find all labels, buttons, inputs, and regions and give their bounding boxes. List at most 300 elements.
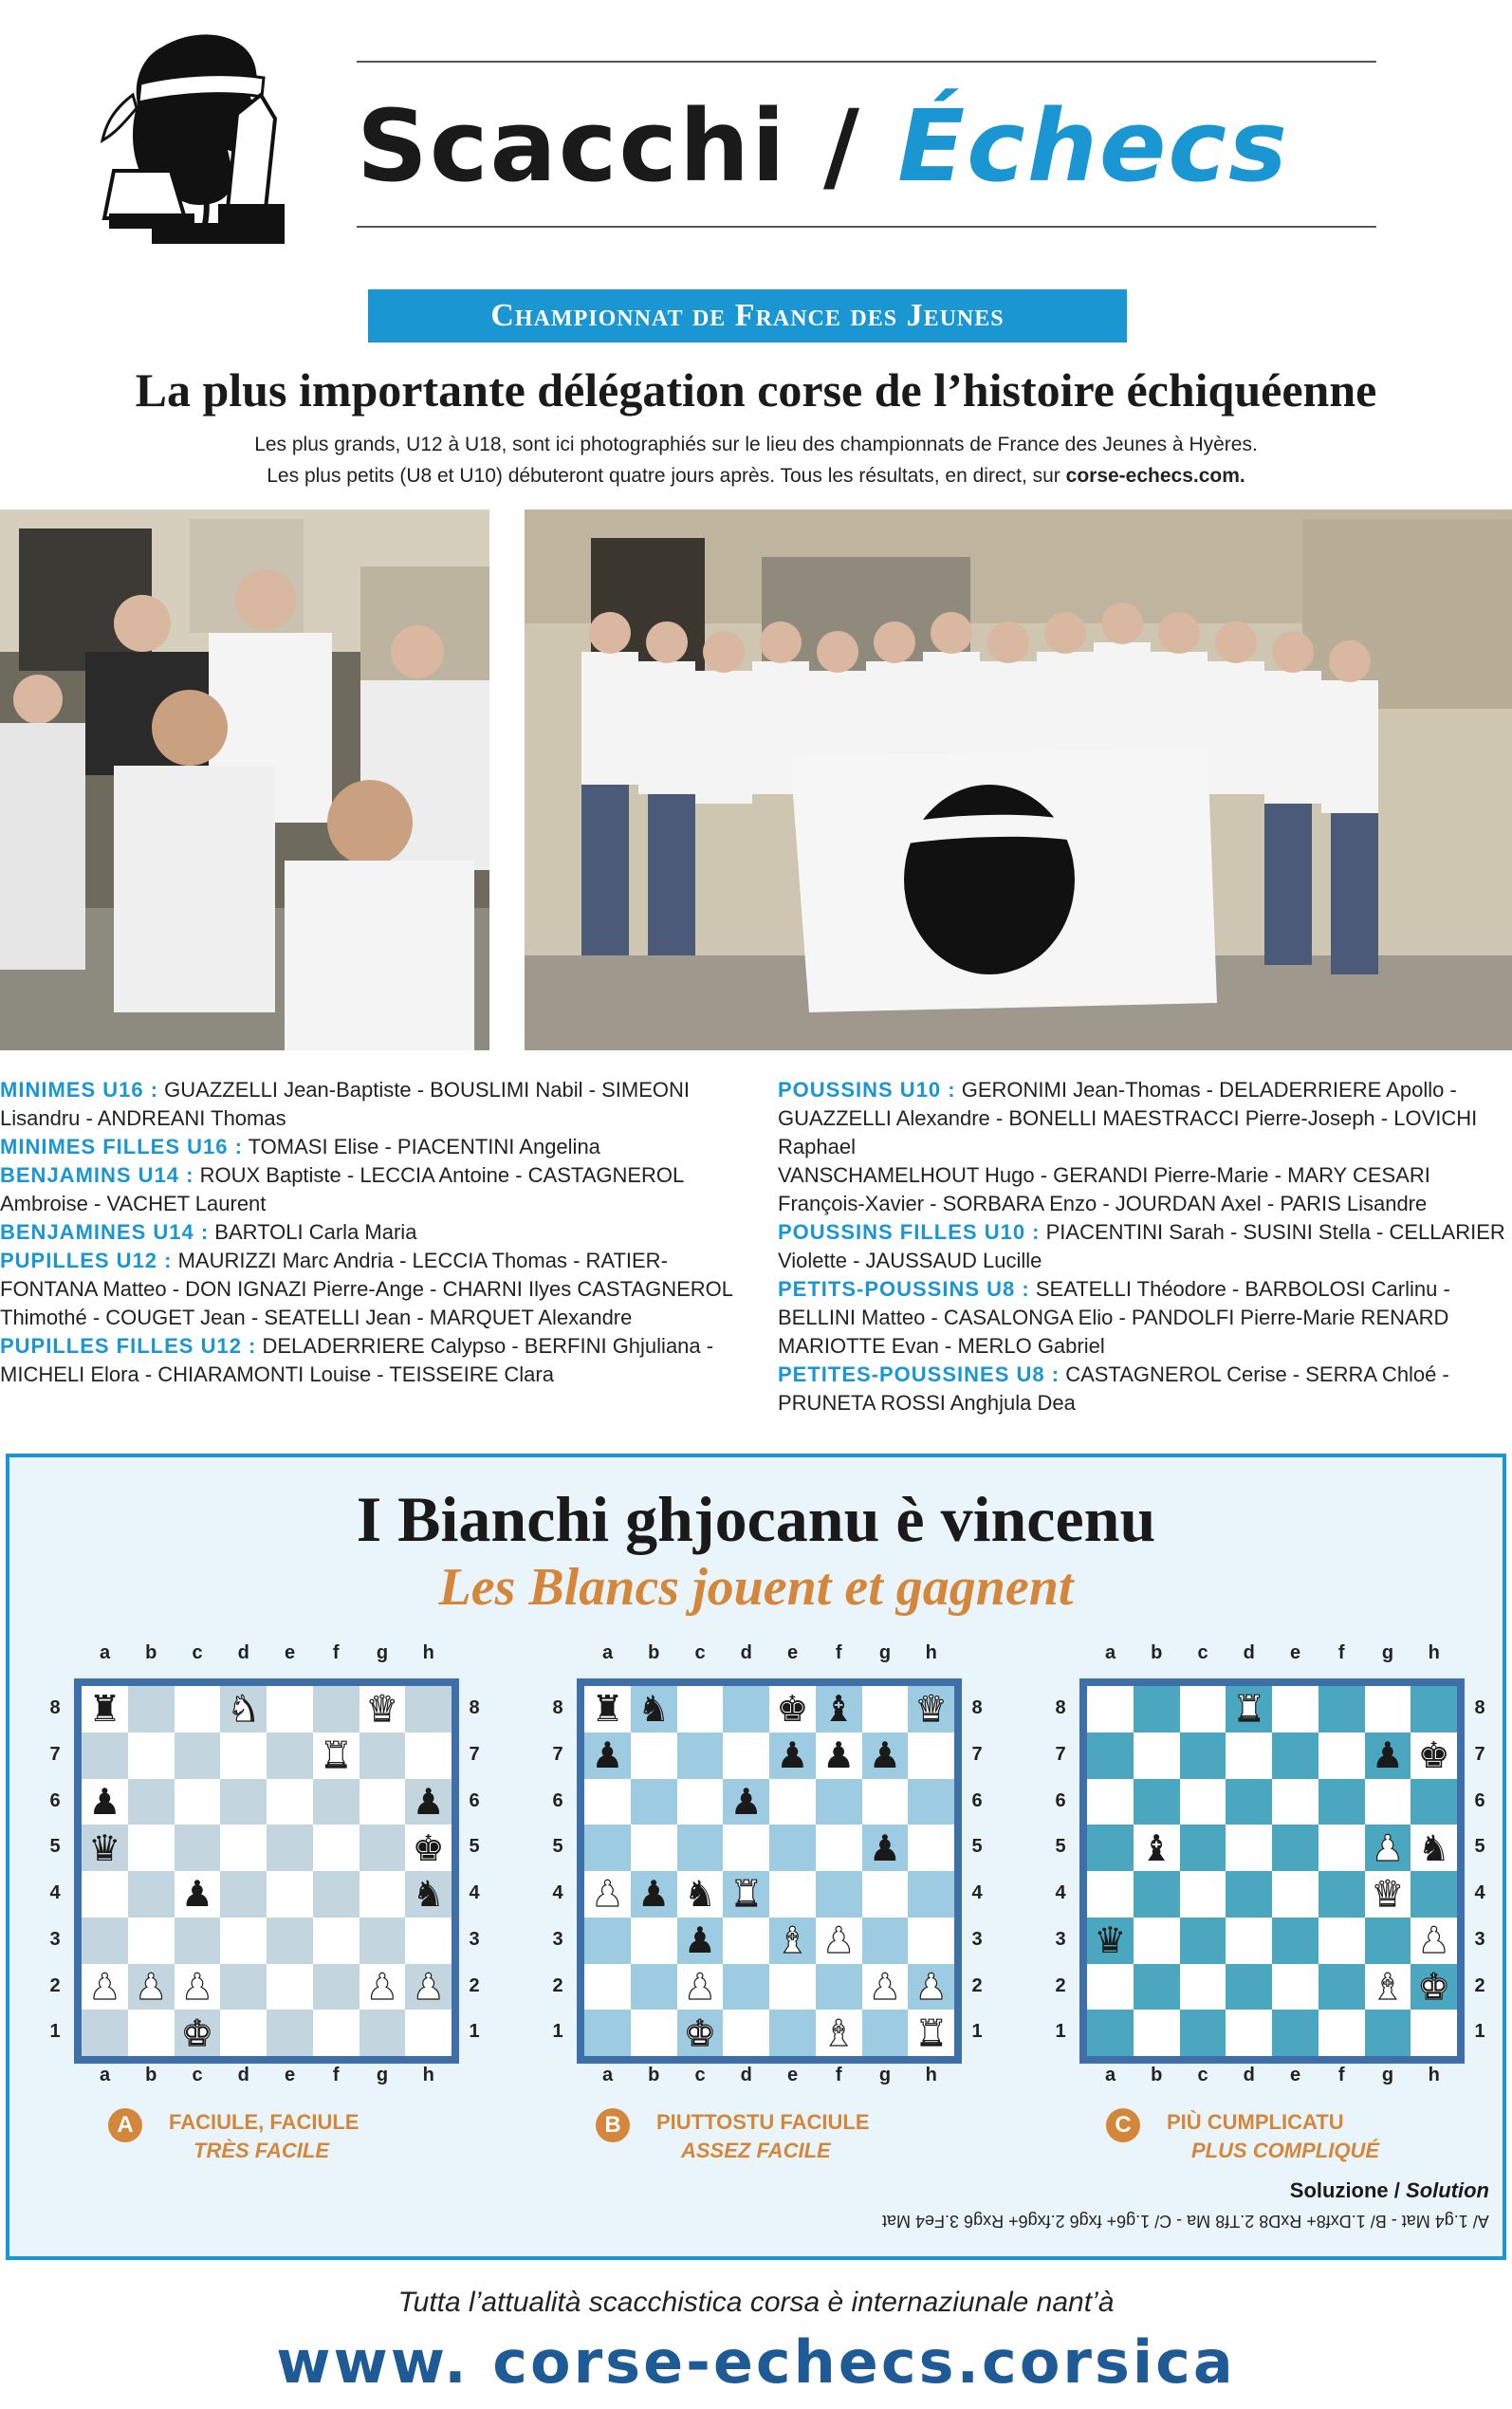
- black-knight-icon: ♞: [637, 1688, 671, 1731]
- square-d3: [220, 1918, 267, 1964]
- rank-labels-left: [1051, 1685, 1070, 2055]
- square-c4: [175, 1871, 221, 1918]
- white-pawn-icon: ♟: [135, 1965, 168, 2008]
- white-pawn-icon: ♟: [914, 1965, 948, 2008]
- rank-label: 4: [49, 1882, 61, 1903]
- file-label: b: [1151, 1642, 1163, 1663]
- square-d8: [723, 1686, 769, 1733]
- square-b6: [631, 1779, 677, 1825]
- file-label: e: [786, 1642, 799, 1663]
- roster-names: ROUX Baptiste - LECCIA Antoine - CASTAGNEROL Ambroise - VACHET Laurent: [0, 1163, 684, 1215]
- square-b3: [631, 1918, 677, 1964]
- square-h4: [908, 1871, 954, 1918]
- square-h1: [405, 2010, 452, 2056]
- square-b4: [1134, 1871, 1180, 1918]
- square-e5: [1272, 1825, 1318, 1871]
- file-label: d: [1243, 1642, 1255, 1663]
- title-separator: /: [822, 88, 861, 204]
- square-h3: [908, 1918, 954, 1964]
- square-g8: [862, 1686, 909, 1733]
- square-e8: [769, 1686, 816, 1733]
- square-b8: [1134, 1686, 1180, 1733]
- file-label: b: [648, 1642, 660, 1663]
- square-g2: [360, 1964, 406, 2011]
- square-d7: [1226, 1733, 1272, 1779]
- rank-label: 3: [1055, 1928, 1066, 1950]
- square-e8: [1272, 1686, 1318, 1733]
- square-d6: [220, 1779, 267, 1825]
- rank-label: 2: [469, 1974, 480, 1996]
- square-f2: [816, 1964, 862, 2011]
- black-knight-icon: ♞: [1417, 1826, 1450, 1869]
- chess-diagram-b: [527, 1642, 983, 2098]
- file-label: h: [422, 1642, 434, 1663]
- rank-label: 4: [1474, 1882, 1485, 1903]
- difficulty-corsican: PIUTTOSTU FACIULE: [656, 2110, 870, 2134]
- square-h8: [405, 1686, 452, 1733]
- roster-names: PIACENTINI Sarah - SUSINI Stella - CELLARIER Violette - JAUSSAUD Lucille: [778, 1220, 1505, 1272]
- square-h4: [1411, 1871, 1457, 1918]
- square-f1: [1318, 2010, 1365, 2056]
- square-b6: [128, 1779, 175, 1825]
- file-label: c: [694, 2065, 706, 2085]
- file-label: g: [376, 2065, 389, 2085]
- black-pawn-icon: ♟: [729, 1780, 763, 1823]
- square-c7: [677, 1733, 724, 1779]
- square-e3: [769, 1918, 816, 1964]
- roster-entry: [778, 1361, 1512, 1418]
- rank-label: 4: [1055, 1882, 1066, 1903]
- square-c5: [175, 1825, 221, 1871]
- rank-label: 5: [49, 1836, 61, 1858]
- rank-label: 6: [49, 1789, 61, 1811]
- square-f4: [313, 1871, 360, 1918]
- white-king-icon: ♚: [683, 2011, 716, 2054]
- square-b8: [631, 1686, 677, 1733]
- square-h7: [405, 1733, 452, 1779]
- rank-label: 3: [49, 1928, 61, 1950]
- file-label: d: [237, 2065, 249, 2085]
- square-b1: [1134, 2010, 1180, 2056]
- square-a1: [82, 2010, 128, 2056]
- square-e6: [769, 1779, 816, 1825]
- roster-column-right: [778, 1076, 1512, 1418]
- square-a5: [82, 1825, 128, 1871]
- square-c7: [1180, 1733, 1226, 1779]
- square-h7: [908, 1733, 954, 1779]
- square-g6: [862, 1779, 909, 1825]
- square-h1: [1411, 2010, 1457, 2056]
- square-e1: [769, 2010, 816, 2056]
- puzzle-title-corsican: I Bianchi ghjocanu è vincenu: [356, 1483, 1156, 1555]
- square-a3: [82, 1918, 128, 1964]
- square-c6: [175, 1779, 221, 1825]
- black-pawn-icon: ♟: [822, 1734, 856, 1777]
- roster-category: PETITES-POUSSINES U8 :: [778, 1362, 1060, 1386]
- roster-entry: [0, 1133, 749, 1161]
- difficulty-french: TRÈS FACILE: [194, 2139, 330, 2162]
- roster-entry: [778, 1161, 1512, 1218]
- square-f8: [1318, 1686, 1365, 1733]
- square-d6: [1226, 1779, 1272, 1825]
- file-label: c: [192, 1642, 203, 1663]
- difficulty-corsican: PIÙ CUMPLICATU: [1167, 2110, 1344, 2134]
- file-label: h: [925, 1642, 937, 1663]
- square-f8: [313, 1686, 360, 1733]
- square-h5: [908, 1825, 954, 1871]
- rank-label: 8: [469, 1697, 480, 1718]
- roster-names: DELADERRIERE Calypso - BERFINI Ghjuliana - MICHELI Elora - CHIARAMONTI Louise - TEISSEIRE Clara: [0, 1334, 714, 1386]
- square-c1: [175, 2010, 221, 2056]
- square-c3: [677, 1918, 724, 1964]
- masthead-top-rule: [357, 61, 1376, 63]
- roster-category: MINIMES U16 :: [0, 1078, 159, 1102]
- square-c8: [1180, 1686, 1226, 1733]
- square-f5: [816, 1825, 862, 1871]
- white-bishop-icon: ♝: [776, 1919, 809, 1962]
- rank-label: 1: [552, 2021, 563, 2043]
- rank-label: 5: [971, 1836, 983, 1858]
- roster-names: GUAZZELLI Jean-Baptiste - BOUSLIMI Nabil - SIMEONI Lisandru - ANDREANI Thomas: [0, 1078, 690, 1130]
- solution-label: Soluzione / Solution: [1289, 2178, 1489, 2202]
- file-label: h: [925, 2065, 937, 2085]
- square-d1: [723, 2010, 769, 2056]
- black-bishop-icon: ♝: [822, 1688, 856, 1731]
- roster-category: PUPILLES FILLES U12 :: [0, 1334, 257, 1358]
- rank-label: 8: [552, 1697, 563, 1718]
- rank-label: 5: [1474, 1836, 1485, 1858]
- square-a3: [1087, 1918, 1134, 1964]
- file-label: f: [835, 2065, 842, 2085]
- roster-entry: [0, 1247, 749, 1332]
- rank-label: 6: [552, 1789, 563, 1811]
- square-b3: [1134, 1918, 1180, 1964]
- square-h8: [908, 1686, 954, 1733]
- team-photo-right: [525, 510, 1512, 1050]
- square-f6: [816, 1779, 862, 1825]
- square-b8: [128, 1686, 175, 1733]
- square-a2: [82, 1964, 128, 2011]
- file-label: e: [284, 1642, 296, 1663]
- rank-label: 2: [1474, 1974, 1485, 1996]
- square-a4: [1087, 1871, 1134, 1918]
- photo-team-with-flag-icon: [525, 510, 1512, 1050]
- square-a8: [584, 1686, 631, 1733]
- square-g7: [360, 1733, 406, 1779]
- square-c2: [1180, 1964, 1226, 2011]
- file-label: g: [376, 1642, 389, 1663]
- square-d2: [220, 1964, 267, 2011]
- black-pawn-icon: ♟: [88, 1780, 121, 1823]
- square-f7: [313, 1733, 360, 1779]
- file-labels-bottom: [82, 2065, 452, 2087]
- white-pawn-icon: ♟: [591, 1873, 624, 1916]
- square-f8: [816, 1686, 862, 1733]
- white-rook-icon: ♜: [1232, 1688, 1265, 1731]
- square-a1: [1087, 2010, 1134, 2056]
- roster-entry: [0, 1218, 749, 1247]
- black-pawn-icon: ♟: [868, 1734, 901, 1777]
- file-label: h: [422, 2065, 434, 2085]
- chessboard-grid: [584, 1686, 954, 2056]
- rank-labels-right: [1470, 1685, 1489, 2055]
- square-h5: [1411, 1825, 1457, 1871]
- roster-column-left: [0, 1076, 749, 1389]
- roster-entry: [778, 1218, 1512, 1275]
- file-label: d: [740, 1642, 752, 1663]
- white-pawn-icon: ♟: [180, 1965, 213, 2008]
- rank-label: 7: [1055, 1743, 1066, 1765]
- square-g5: [360, 1825, 406, 1871]
- square-c8: [677, 1686, 724, 1733]
- rank-label: 7: [1474, 1743, 1485, 1765]
- black-pawn-icon: ♟: [868, 1826, 901, 1869]
- square-a4: [82, 1871, 128, 1918]
- rank-label: 1: [1474, 2021, 1485, 2043]
- photo-players-icon: [0, 510, 489, 1050]
- roster-category: POUSSINS U10 :: [778, 1078, 956, 1102]
- square-f1: [313, 2010, 360, 2056]
- white-king-icon: ♚: [1417, 1965, 1450, 2008]
- file-label: a: [99, 1642, 111, 1663]
- square-g6: [360, 1779, 406, 1825]
- black-pawn-icon: ♟: [683, 1919, 716, 1962]
- white-pawn-icon: ♟: [683, 1965, 716, 2008]
- square-h8: [1411, 1686, 1457, 1733]
- difficulty-badge: B: [596, 2108, 630, 2142]
- square-d2: [1226, 1964, 1272, 2011]
- solution-label-french: Solution: [1406, 2178, 1489, 2202]
- square-c6: [677, 1779, 724, 1825]
- square-f4: [1318, 1871, 1365, 1918]
- chess-puzzle-panel: [6, 1454, 1506, 2260]
- square-g8: [360, 1686, 406, 1733]
- title-french: Échecs: [897, 88, 1289, 204]
- roster-names: TOMASI Elise - PIACENTINI Angelina: [248, 1135, 600, 1158]
- square-b5: [128, 1825, 175, 1871]
- square-e4: [769, 1871, 816, 1918]
- roster-names: VANSCHAMELHOUT Hugo - GERANDI Pierre-Marie - MARY CESARI François-Xavier - SORBARA Enzo - JOURDAN Axel - PARIS Lisandre: [778, 1163, 1430, 1215]
- square-e2: [267, 1964, 313, 2011]
- black-pawn-icon: ♟: [776, 1734, 809, 1777]
- square-b1: [631, 2010, 677, 2056]
- black-pawn-icon: ♟: [1371, 1734, 1404, 1777]
- square-d5: [1226, 1825, 1272, 1871]
- chess-diagram-a: [25, 1642, 480, 2098]
- square-g3: [862, 1918, 909, 1964]
- white-pawn-icon: ♟: [1417, 1919, 1450, 1962]
- roster-category: PUPILLES U12 :: [0, 1249, 173, 1272]
- team-photo-left: [0, 510, 489, 1050]
- file-label: c: [192, 2065, 203, 2085]
- black-pawn-icon: ♟: [591, 1734, 624, 1777]
- square-f7: [816, 1733, 862, 1779]
- file-label: e: [1289, 2065, 1301, 2085]
- masthead-bottom-rule: [357, 226, 1376, 228]
- rank-label: 7: [469, 1743, 480, 1765]
- black-pawn-icon: ♟: [180, 1873, 213, 1916]
- file-label: f: [332, 1642, 340, 1663]
- square-a7: [1087, 1733, 1134, 1779]
- square-b5: [1134, 1825, 1180, 1871]
- roster-entry: [778, 1076, 1512, 1161]
- square-a5: [584, 1825, 631, 1871]
- file-label: a: [1104, 1642, 1116, 1663]
- rank-labels-left: [548, 1685, 567, 2055]
- roster-entry: [0, 1161, 749, 1218]
- file-labels-top: [82, 1642, 452, 1665]
- square-e6: [267, 1779, 313, 1825]
- square-c8: [175, 1686, 221, 1733]
- file-label: g: [878, 2065, 892, 2085]
- square-g1: [1365, 2010, 1411, 2056]
- footer-tagline: Tutta l’attualità scacchistica corsa è internaziunale nant’à: [397, 2287, 1115, 2318]
- square-h1: [908, 2010, 954, 2056]
- file-label: h: [1428, 2065, 1440, 2085]
- square-e2: [769, 1964, 816, 2011]
- chessboard: [1079, 1678, 1465, 2064]
- rank-label: 6: [1055, 1789, 1066, 1811]
- roster-category: BENJAMINS U14 :: [0, 1163, 194, 1187]
- title-corsican: Scacchi: [357, 88, 787, 204]
- square-h6: [908, 1779, 954, 1825]
- square-g4: [360, 1871, 406, 1918]
- square-b7: [631, 1733, 677, 1779]
- rank-label: 1: [49, 2021, 61, 2043]
- square-b2: [1134, 1964, 1180, 2011]
- square-a2: [584, 1964, 631, 2011]
- white-bishop-icon: ♝: [1371, 1965, 1404, 2008]
- square-e5: [267, 1825, 313, 1871]
- difficulty-french: PLUS COMPLIQUÉ: [1191, 2139, 1380, 2162]
- square-c3: [1180, 1918, 1226, 1964]
- masthead: [0, 0, 1512, 275]
- white-knight-icon: ♞: [227, 1688, 260, 1731]
- square-c1: [1180, 2010, 1226, 2056]
- square-g7: [862, 1733, 909, 1779]
- square-d1: [220, 2010, 267, 2056]
- rank-label: 6: [971, 1789, 983, 1811]
- square-g1: [862, 2010, 909, 2056]
- rank-label: 5: [1055, 1836, 1066, 1858]
- file-label: f: [835, 1642, 842, 1663]
- section-kicker: Championnat de France des Jeunes: [368, 289, 1127, 343]
- rank-label: 2: [971, 1974, 983, 1996]
- square-f3: [816, 1918, 862, 1964]
- square-c4: [677, 1871, 724, 1918]
- square-e7: [267, 1733, 313, 1779]
- difficulty-corsican: FACIULE, FACIULE: [169, 2110, 360, 2134]
- black-king-icon: ♚: [1417, 1734, 1450, 1777]
- file-labels-bottom: [1087, 2065, 1457, 2087]
- file-label: a: [601, 2065, 614, 2085]
- square-e3: [1272, 1918, 1318, 1964]
- file-label: h: [1428, 1642, 1440, 1663]
- square-h2: [405, 1964, 452, 2011]
- square-b7: [128, 1733, 175, 1779]
- square-b2: [631, 1964, 677, 2011]
- black-queen-icon: ♛: [88, 1826, 121, 1869]
- square-b7: [1134, 1733, 1180, 1779]
- file-label: a: [99, 2065, 111, 2085]
- square-e6: [1272, 1779, 1318, 1825]
- square-g5: [1365, 1825, 1411, 1871]
- white-queen-icon: ♛: [1371, 1873, 1404, 1916]
- file-label: d: [740, 2065, 752, 2085]
- square-a1: [584, 2010, 631, 2056]
- chess-diagram-c: [1030, 1642, 1485, 2098]
- square-c7: [175, 1733, 221, 1779]
- rank-label: 1: [971, 2021, 983, 2043]
- rank-label: 8: [1055, 1697, 1066, 1718]
- square-a4: [584, 1871, 631, 1918]
- file-label: d: [1243, 2065, 1255, 2085]
- file-label: a: [601, 1642, 614, 1663]
- square-a6: [82, 1779, 128, 1825]
- square-g3: [360, 1918, 406, 1964]
- square-d2: [723, 1964, 769, 2011]
- white-pawn-icon: ♟: [822, 1919, 856, 1962]
- square-a8: [1087, 1686, 1134, 1733]
- square-e7: [769, 1733, 816, 1779]
- white-pawn-icon: ♟: [1371, 1826, 1404, 1869]
- rank-label: 2: [49, 1974, 61, 1996]
- white-queen-icon: ♛: [914, 1688, 948, 1731]
- masthead-title: [357, 85, 1289, 207]
- roster-category: MINIMES FILLES U16 :: [0, 1135, 243, 1158]
- rank-labels-left: [46, 1685, 65, 2055]
- rank-label: 4: [469, 1882, 480, 1903]
- square-b1: [128, 2010, 175, 2056]
- black-king-icon: ♚: [412, 1826, 445, 1869]
- square-a2: [1087, 1964, 1134, 2011]
- chessboard: [74, 1678, 459, 2064]
- square-a7: [82, 1733, 128, 1779]
- white-pawn-icon: ♟: [868, 1965, 901, 2008]
- square-f4: [816, 1871, 862, 1918]
- rank-label: 2: [1055, 1974, 1066, 1996]
- square-g4: [1365, 1871, 1411, 1918]
- square-g5: [862, 1825, 909, 1871]
- square-e5: [769, 1825, 816, 1871]
- black-rook-icon: ♜: [88, 1688, 121, 1731]
- rank-labels-right: [968, 1685, 986, 2055]
- file-label: a: [1104, 2065, 1116, 2085]
- footer-website-link[interactable]: www. corse-echecs.corsica: [276, 2327, 1236, 2397]
- square-e7: [1272, 1733, 1318, 1779]
- square-f3: [1318, 1918, 1365, 1964]
- corsican-moor-head-logo: [95, 28, 313, 256]
- square-h2: [908, 1964, 954, 2011]
- square-d5: [220, 1825, 267, 1871]
- rank-label: 7: [49, 1743, 61, 1765]
- square-d8: [1226, 1686, 1272, 1733]
- square-b2: [128, 1964, 175, 2011]
- square-f1: [816, 2010, 862, 2056]
- rank-label: 3: [552, 1928, 563, 1950]
- white-queen-icon: ♛: [365, 1688, 398, 1731]
- square-f2: [313, 1964, 360, 2011]
- square-d1: [1226, 2010, 1272, 2056]
- black-bishop-icon: ♝: [1140, 1826, 1173, 1869]
- square-b5: [631, 1825, 677, 1871]
- roster-names: SEATELLI Théodore - BARBOLOSI Carlinu - BELLINI Matteo - CASALONGA Elio - PANDOLFI Pierre-Marie RENARD MARIOTTE Evan - MERLO Gabriel: [778, 1277, 1450, 1358]
- square-g2: [862, 1964, 909, 2011]
- black-knight-icon: ♞: [683, 1873, 716, 1916]
- square-g2: [1365, 1964, 1411, 2011]
- square-a6: [1087, 1779, 1134, 1825]
- square-c2: [677, 1964, 724, 2011]
